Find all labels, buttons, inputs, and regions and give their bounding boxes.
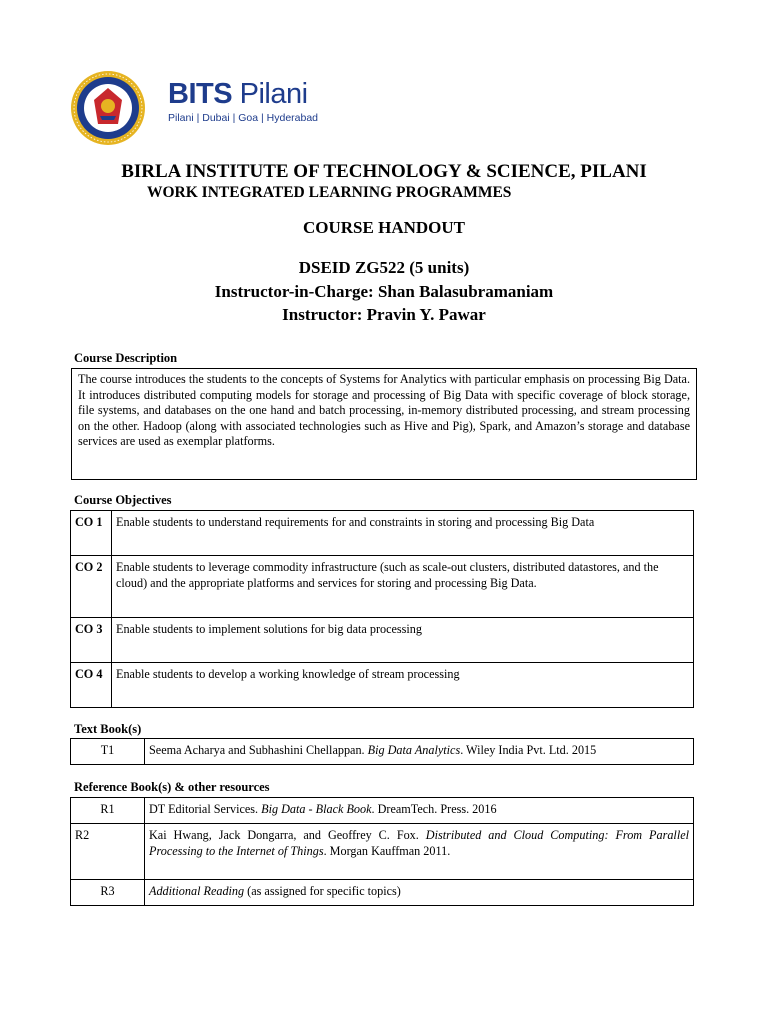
instructor-in-charge: Instructor-in-Charge: Shan Balasubramaniam (214, 282, 554, 301)
table-row (71, 511, 694, 556)
book-publisher: . DreamTech. Press. 2016 (371, 802, 497, 816)
book-title: Big Data Analytics (367, 743, 461, 757)
book-authors: Seema Acharya and Subhashini Chellappan. (149, 743, 368, 757)
book-authors: Kai Hwang, Jack Dongarra, and Geoffrey C. Fox. (149, 828, 426, 842)
course-code: DSEID ZG522 (5 units) (298, 258, 470, 277)
programme-title: WORK INTEGRATED LEARNING PROGRAMMES (147, 184, 512, 201)
book-code: R3 (71, 880, 145, 906)
objective-text: Enable students to understand requirements for and constraints in storing and processing Big Data (112, 511, 694, 556)
book-code: R1 (71, 798, 145, 824)
course-description-text: The course introduces the students to the concepts of Systems for Analytics with particular emphasis on processing Big Data. It introduces distributed computing models for storage and processing of Big Data with specific coverage of block storage, file systems, and databases on the one hand and batch processing, in-memory distributed processing, and stream processing on the other. Hadoop (along with associated technologies such as Hive and Pig), Spark, and Amazon’s storage and database services are used as exemplar platforms. (71, 368, 697, 480)
book-citation (145, 739, 694, 765)
brand-text (168, 78, 318, 124)
objective-text: Enable students to leverage commodity infrastructure (such as scale-out clusters, distributed datastores, and the cloud) and the appropriate platforms and services for storing and processing Big Data. (112, 556, 694, 618)
table-row (71, 618, 694, 663)
objective-text: Enable students to develop a working knowledge of stream processing (112, 663, 694, 708)
table-row (71, 739, 694, 765)
book-title: Big Data - Black Book (261, 802, 372, 816)
text-books-label: Text Book(s) (74, 722, 142, 736)
book-citation (145, 880, 694, 906)
course-description-label: Course Description (74, 351, 178, 365)
text-books-table (70, 738, 694, 765)
institute-title: BIRLA INSTITUTE OF TECHNOLOGY & SCIENCE, PILANI (121, 161, 647, 182)
objective-code: CO 3 (71, 618, 112, 663)
reference-books-label: Reference Book(s) & other resources (74, 780, 270, 794)
book-publisher: . Wiley India Pvt. Ltd. 2015 (460, 743, 597, 757)
book-authors: DT Editorial Services. (149, 802, 262, 816)
book-title: Additional Reading (149, 884, 245, 898)
book-publisher: . Morgan Kauffman 2011. (323, 843, 451, 858)
reference-books-table (70, 797, 694, 906)
bits-seal-icon (70, 70, 146, 146)
table-row (71, 824, 694, 880)
table-row (71, 663, 694, 708)
table-row (71, 556, 694, 618)
course-objectives-label: Course Objectives (74, 493, 172, 507)
bits-logo (70, 70, 370, 146)
book-code: R2 (71, 824, 145, 880)
book-citation (145, 798, 694, 824)
book-publisher: (as assigned for specific topics) (244, 884, 401, 898)
brand-name (168, 78, 318, 110)
book-title: Distributed and Cloud Computing: From Parallel Processing to the Internet of Things (149, 828, 689, 858)
brand-name-regular: Pilani (239, 78, 308, 110)
course-objectives-table (70, 510, 694, 708)
objective-text: Enable students to implement solutions for big data processing (112, 618, 694, 663)
table-row (71, 880, 694, 906)
brand-campuses: Pilani | Dubai | Goa | Hyderabad (168, 112, 319, 124)
objective-code: CO 4 (71, 663, 112, 708)
document-type: COURSE HANDOUT (303, 218, 465, 237)
brand-name-bold: BITS (168, 78, 233, 110)
table-row (71, 798, 694, 824)
instructor: Instructor: Pravin Y. Pawar (282, 305, 486, 324)
book-code: T1 (71, 739, 145, 765)
book-citation (145, 824, 694, 880)
objective-code: CO 1 (71, 511, 112, 556)
objective-code: CO 2 (71, 556, 112, 618)
